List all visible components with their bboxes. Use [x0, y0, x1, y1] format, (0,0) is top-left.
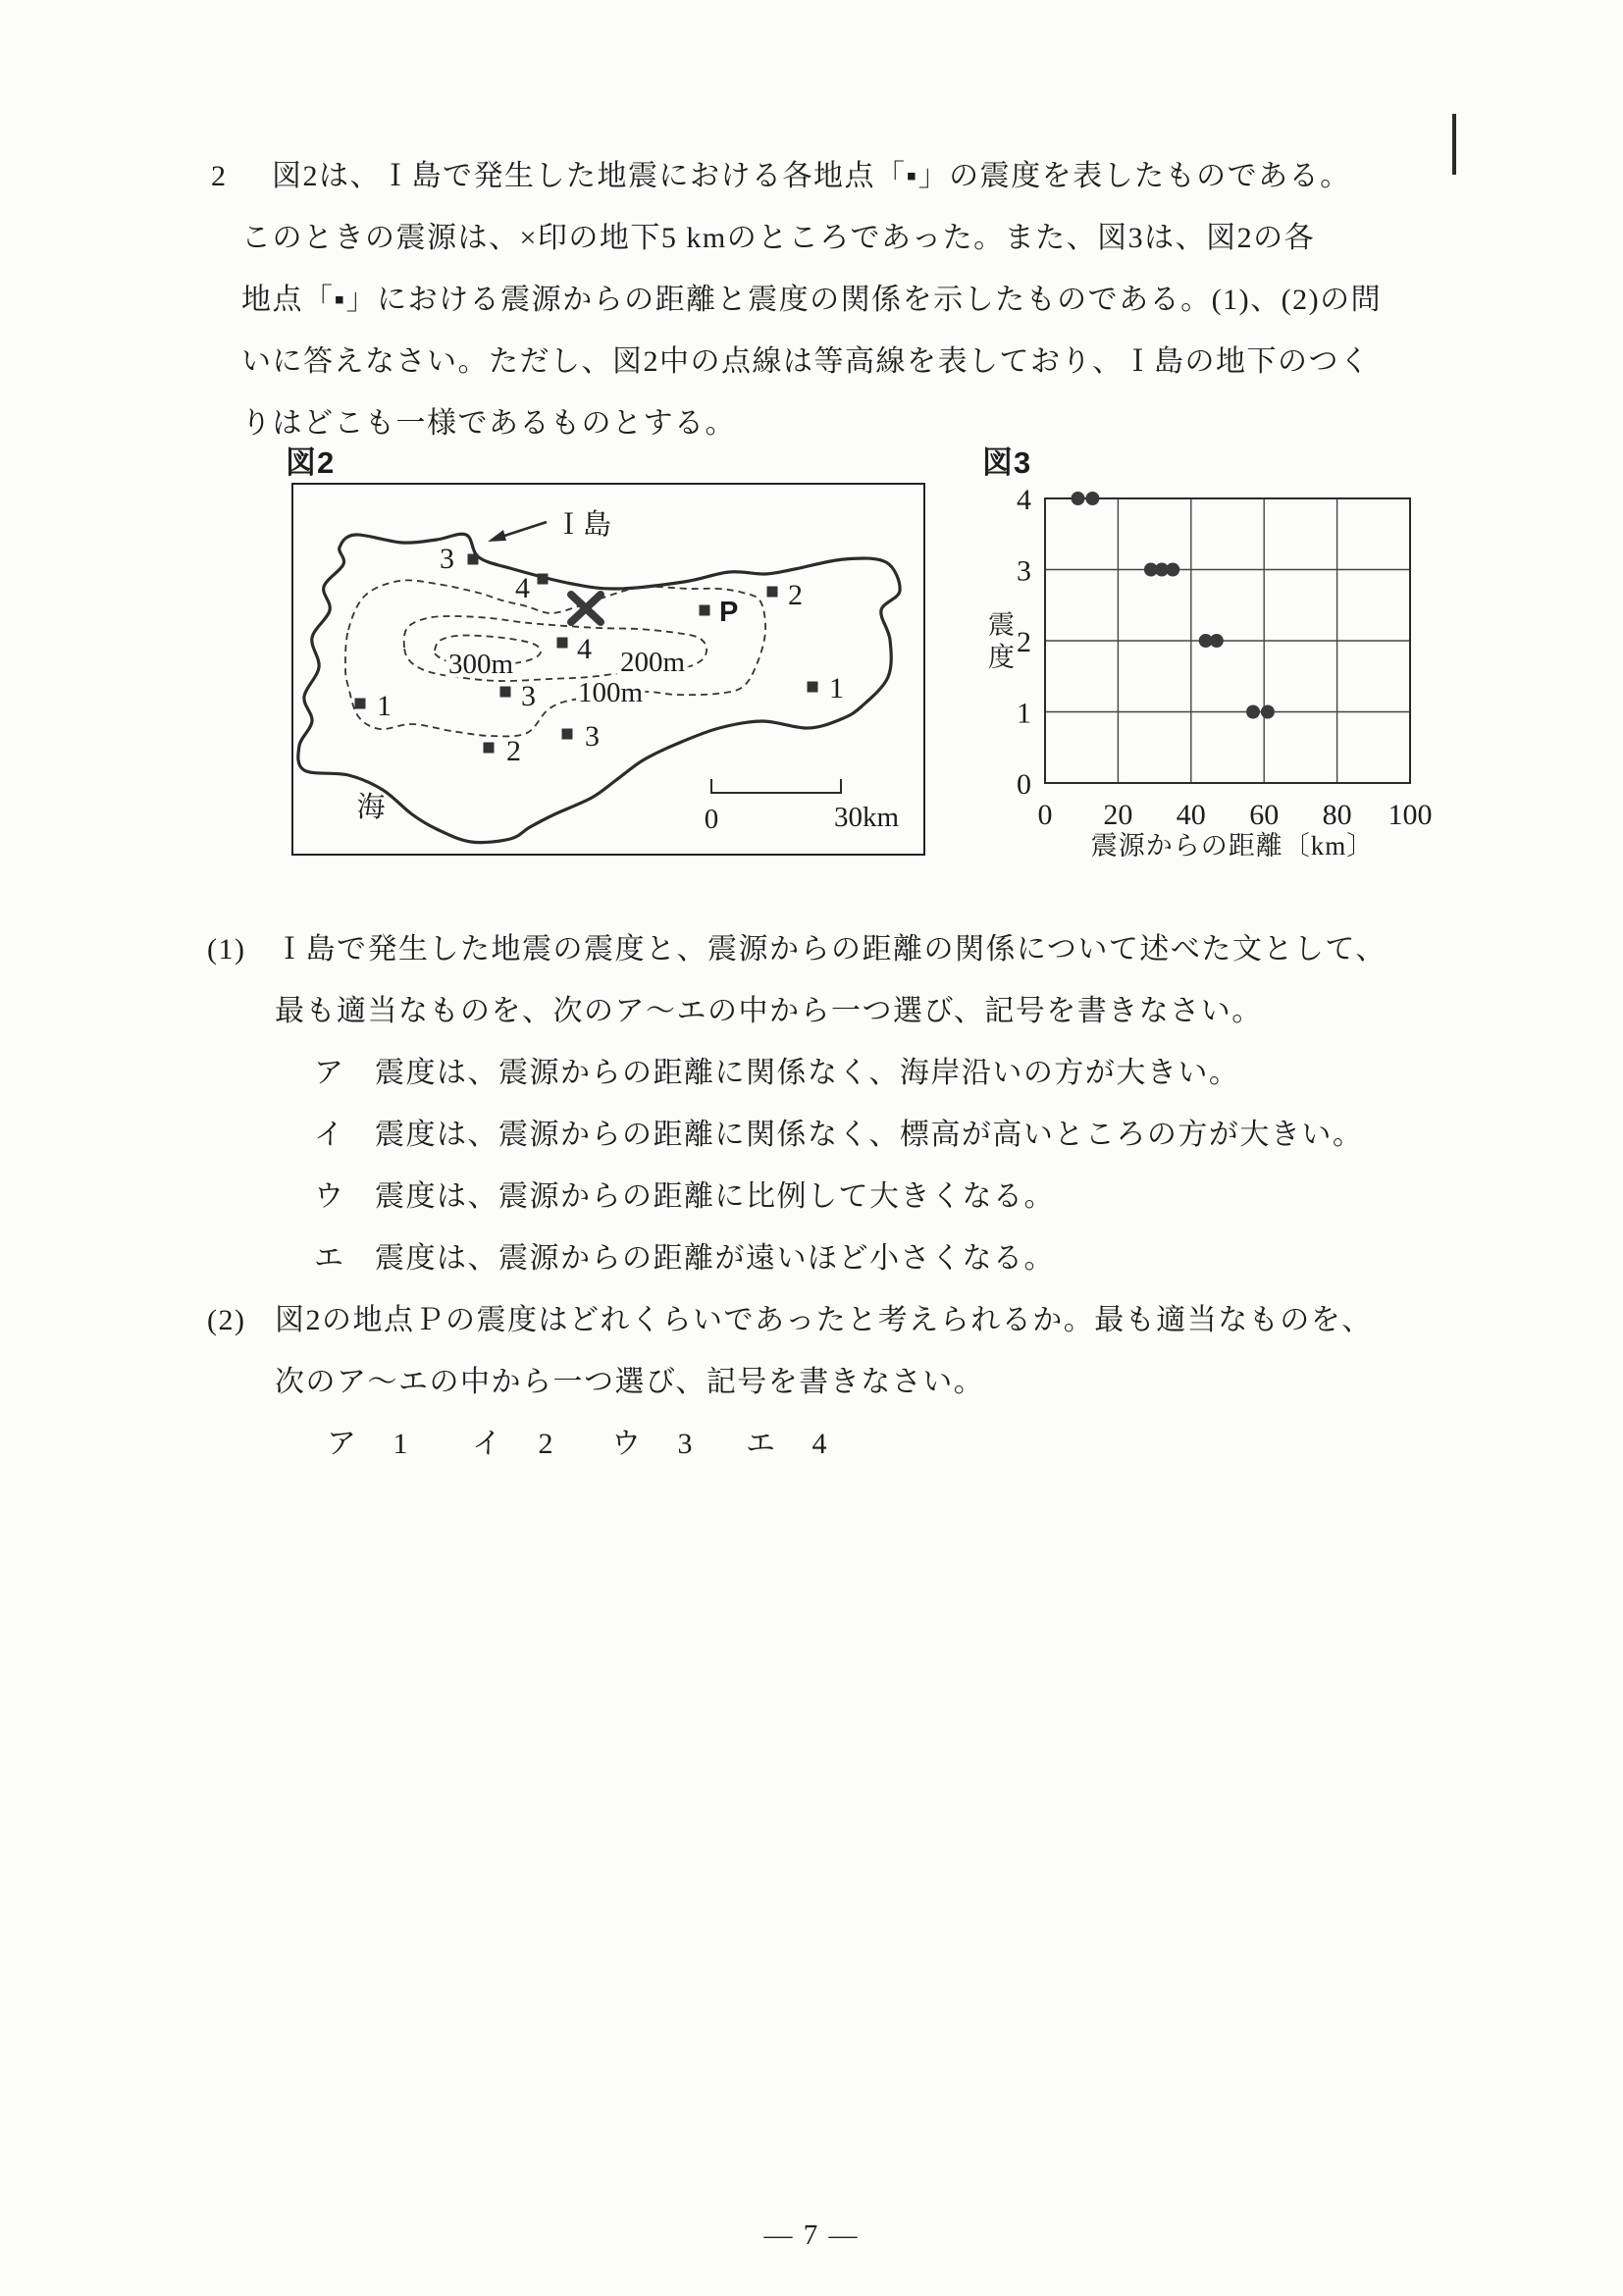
y-tick-labels	[1017, 484, 1031, 801]
q1-option-i-key: イ	[314, 1119, 345, 1151]
figure2-map	[291, 483, 925, 856]
data-point	[1072, 492, 1085, 505]
x-tick-label: 100	[1387, 799, 1433, 831]
q1-option-i-text: 震度は、震源からの距離に関係なく、標高が高いところの方が大きい。	[375, 1119, 1364, 1151]
station-square	[500, 687, 511, 698]
epicenter-x-icon	[571, 595, 601, 622]
contour-elevation-label: 100m	[577, 677, 644, 708]
problem-statement-line: 図2は、Ｉ島で発生した地震における各地点「▪」の震度を表したものである。	[272, 160, 1351, 192]
contour-100m	[345, 580, 765, 736]
q1-text-line: Ｉ島で発生した地震の震度と、震源からの距離の関係について述べた文として、	[275, 933, 1387, 965]
x-tick-label: 60	[1249, 799, 1280, 831]
problem-statement-line: りはどこも一様であるものとする。	[241, 407, 736, 440]
y-tick-label: 2	[1017, 626, 1031, 658]
q1-option-e-key: エ	[314, 1242, 345, 1275]
station-intensity-label: 3	[440, 543, 454, 575]
problem-statement-line: いに答えなさい。ただし、図2中の点線は等高線を表しており、Ｉ島の地下のつく	[241, 345, 1371, 378]
q1-option-a-text: 震度は、震源からの距離に関係なく、海岸沿いの方が大きい。	[375, 1057, 1240, 1089]
station-intensity-label: 2	[788, 579, 803, 611]
scale-max-label: 30km	[833, 802, 900, 833]
data-point	[1166, 563, 1179, 577]
station-intensity-label: P	[719, 597, 739, 628]
figure3-title: 図3	[982, 445, 1032, 480]
station-intensity-label: 1	[377, 690, 392, 722]
q2-label: (2)	[207, 1304, 246, 1336]
station-square	[700, 605, 710, 616]
y-tick-label: 4	[1017, 484, 1031, 516]
station-intensity-label: 3	[521, 680, 536, 712]
contour-elevation-label: 200m	[619, 647, 686, 678]
q1-option-e	[314, 1239, 1055, 1278]
q1-option-e-text: 震度は、震源からの距離が遠いほど小さくなる。	[375, 1242, 1055, 1275]
q2-option-u-key: ウ	[611, 1428, 643, 1460]
station-square	[767, 587, 778, 598]
q1-option-u	[314, 1177, 1055, 1217]
figure3-chart	[976, 432, 1438, 863]
station-intensity-label: 4	[577, 633, 592, 665]
q1-label: (1)	[207, 933, 246, 965]
q2-option-e-key: エ	[746, 1428, 777, 1460]
station-square	[355, 699, 366, 709]
sea-label: 海	[356, 792, 386, 823]
station-intensity-label: 1	[829, 672, 844, 704]
q1-option-a	[314, 1054, 1239, 1093]
q2-option-u-text: 3	[677, 1428, 694, 1460]
q2-option-e-text: 4	[812, 1428, 828, 1460]
problem-number: 2	[211, 160, 228, 192]
station-square	[538, 574, 549, 585]
x-tick-label: 40	[1176, 799, 1206, 831]
scatter-points	[1072, 492, 1275, 719]
q1-option-i	[314, 1116, 1363, 1155]
scale-zero-label: 0	[704, 804, 719, 835]
q2-text-line: 次のア～エの中から一つ選び、記号を書きなさい。	[275, 1366, 985, 1398]
chart-x-axis-title: 震源からの距離〔km〕	[1090, 831, 1375, 861]
q2-text-line: 図2の地点Ｐの震度はどれくらいであったと考えられるか。最も適当なものを、	[275, 1304, 1373, 1336]
q2-option-i-key: イ	[472, 1428, 503, 1460]
data-point	[1261, 705, 1275, 719]
x-tick-label: 20	[1103, 799, 1133, 831]
contour-labels	[448, 647, 686, 708]
station-intensity-label: 3	[585, 720, 600, 753]
y-tick-label: 1	[1017, 697, 1031, 730]
y-tick-label: 3	[1017, 554, 1031, 588]
problem-statement-line: 地点「▪」における震源からの距離と震度の関係を示したものである。(1)、(2)の問	[241, 284, 1383, 316]
q2-option-i-text: 2	[538, 1428, 554, 1460]
island-arrowhead	[488, 530, 506, 542]
q2-answer-row	[327, 1425, 828, 1464]
y-tick-label: 0	[1017, 768, 1031, 801]
chart-grid	[1045, 498, 1410, 783]
station-square	[562, 729, 573, 740]
q2-option-a-text: 1	[393, 1428, 409, 1460]
x-tick-label: 0	[1037, 799, 1053, 831]
station-intensity-label: 4	[515, 572, 530, 604]
data-point	[1210, 634, 1224, 648]
scale-bar	[711, 779, 841, 793]
contour-elevation-label: 300m	[447, 649, 514, 680]
figure2-title: 図2	[286, 445, 336, 480]
station-square	[468, 554, 479, 565]
station-square	[557, 638, 568, 649]
station-square	[808, 682, 818, 693]
q1-text-line: 最も適当なものを、次のア～エの中から一つ選び、記号を書きなさい。	[275, 995, 1263, 1027]
page-number: — 7 —	[763, 2219, 860, 2251]
q2-option-a-key: ア	[327, 1428, 358, 1460]
data-point	[1246, 705, 1260, 719]
q1-option-u-key: ウ	[314, 1180, 345, 1213]
q1-option-u-text: 震度は、震源からの距離に比例して大きくなる。	[375, 1180, 1055, 1213]
chart-y-axis-title: 震度	[984, 610, 1014, 675]
data-point	[1085, 492, 1099, 505]
station-intensity-label: 2	[506, 735, 521, 767]
island-arrow	[501, 522, 547, 537]
island-label: Ｉ島	[554, 509, 612, 541]
scan-artifact-bar	[1452, 114, 1456, 175]
problem-statement-line: このときの震源は、×印の地下5 kmのところであった。また、図3は、図2の各	[241, 222, 1316, 254]
station-square	[484, 743, 495, 754]
x-tick-label: 80	[1322, 799, 1352, 831]
stations	[355, 543, 845, 767]
q1-option-a-key: ア	[314, 1057, 345, 1089]
